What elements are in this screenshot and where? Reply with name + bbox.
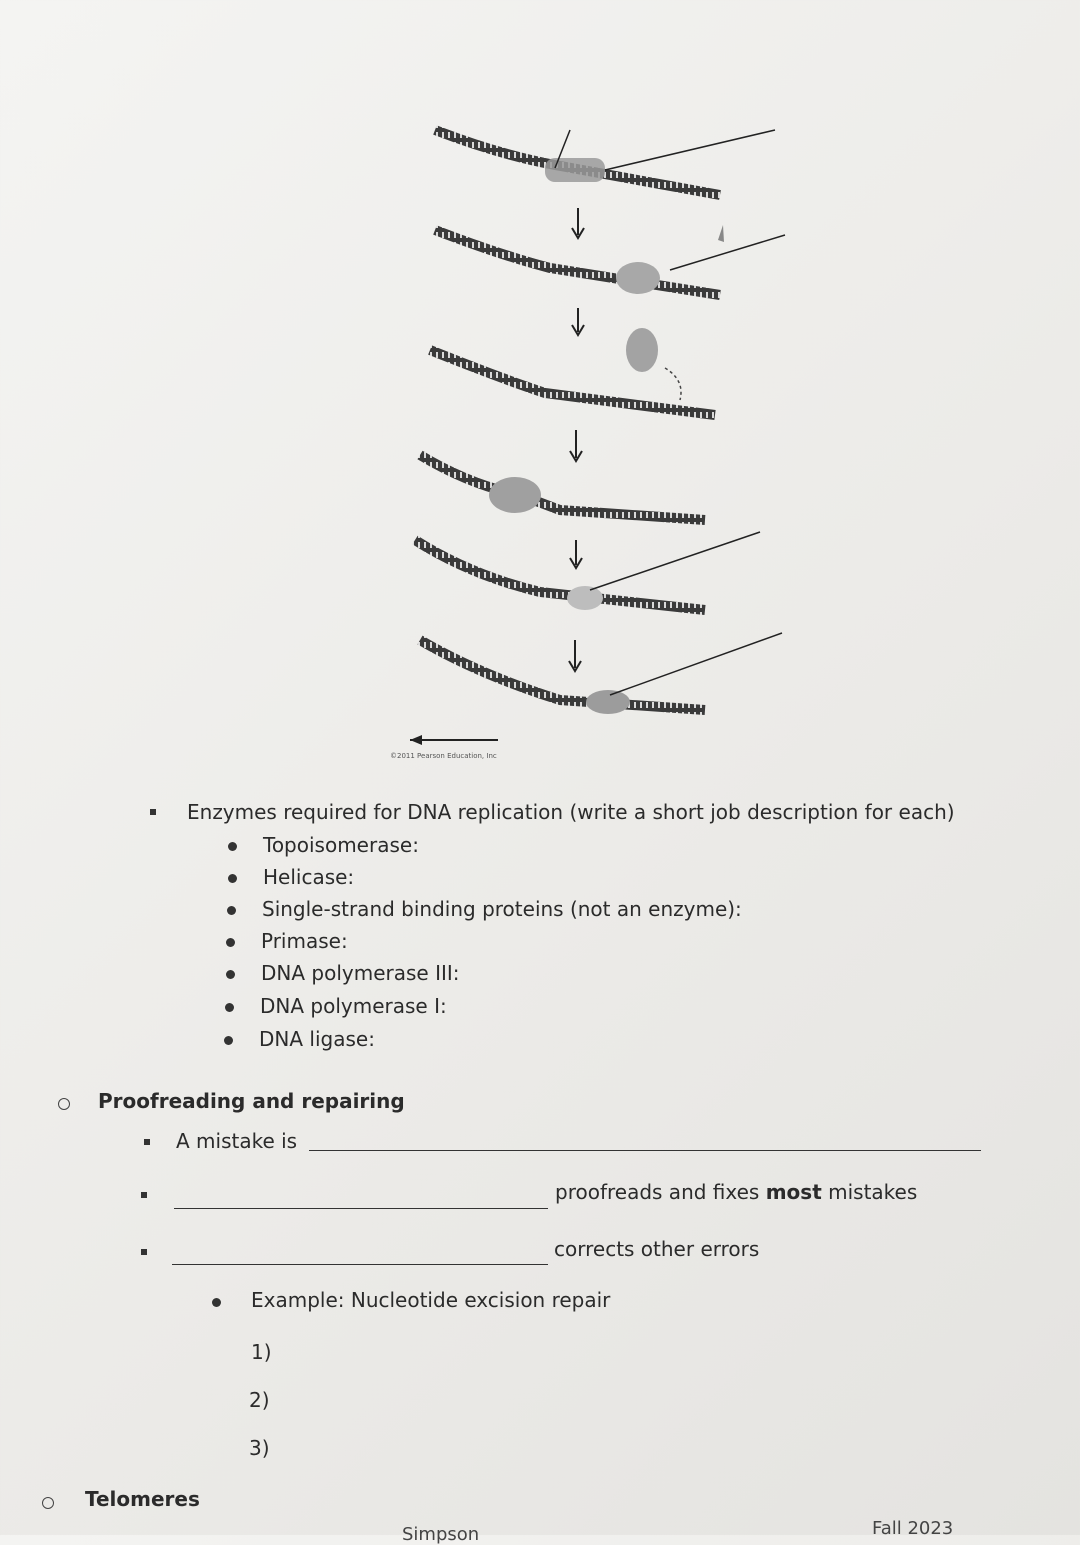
dna-strand-3 xyxy=(430,328,715,415)
step-1: 1) xyxy=(251,1340,272,1364)
bullet-icon xyxy=(225,1003,234,1012)
bullet-icon xyxy=(224,1036,233,1045)
mistake-blank xyxy=(309,1150,981,1151)
proofreader-blank xyxy=(174,1208,548,1209)
step-3: 3) xyxy=(249,1436,270,1460)
bullet-icon xyxy=(228,842,237,851)
dna-repair-figure xyxy=(380,110,800,770)
bullet-icon xyxy=(226,938,235,947)
figure-credit: ©2011 Pearson Education, Inc xyxy=(390,752,497,760)
dna-strand-2 xyxy=(435,225,785,295)
circle-bullet-icon xyxy=(42,1497,54,1509)
square-bullet-icon xyxy=(141,1192,147,1198)
enzyme-item-topoisomerase: Topoisomerase: xyxy=(263,833,419,857)
step-2: 2) xyxy=(249,1388,270,1412)
enzyme-item-helicase: Helicase: xyxy=(263,865,355,889)
enzyme-item-ligase: DNA ligase: xyxy=(259,1027,375,1051)
footer-left: Simpson xyxy=(402,1524,480,1545)
bullet-icon xyxy=(226,970,235,979)
circle-bullet-icon xyxy=(58,1098,70,1110)
enzyme-item-dna-pol-i: DNA polymerase I: xyxy=(260,994,447,1018)
square-bullet-icon xyxy=(150,809,156,815)
corrects-text: corrects other errors xyxy=(554,1237,760,1261)
enzyme-item-dna-pol-iii: DNA polymerase III: xyxy=(261,961,460,985)
telomeres-heading: Telomeres xyxy=(85,1487,200,1511)
proofreads-text: proofreads and fixes most mistakes xyxy=(555,1180,918,1204)
square-bullet-icon xyxy=(141,1249,147,1255)
footer-right: Fall 2023 xyxy=(872,1518,954,1539)
mistake-prefix: A mistake is xyxy=(176,1129,298,1153)
bullet-icon xyxy=(228,874,237,883)
bullet-icon xyxy=(227,906,236,915)
enzymes-intro: Enzymes required for DNA replication (write a short job description for each) xyxy=(187,800,955,824)
dna-strand-5 xyxy=(415,532,760,610)
dna-strand-6 xyxy=(420,633,782,714)
example-text: Example: Nucleotide excision repair xyxy=(251,1288,611,1312)
proofreading-heading: Proofreading and repairing xyxy=(98,1089,405,1113)
dna-strand-1 xyxy=(435,130,775,195)
enzyme-item-ssb: Single-strand binding proteins (not an enzyme): xyxy=(262,897,742,921)
dna-strand-4 xyxy=(420,455,705,520)
repair-blank xyxy=(172,1264,548,1265)
square-bullet-icon xyxy=(144,1139,150,1145)
enzyme-item-primase: Primase: xyxy=(261,929,348,953)
bullet-icon xyxy=(212,1298,221,1307)
